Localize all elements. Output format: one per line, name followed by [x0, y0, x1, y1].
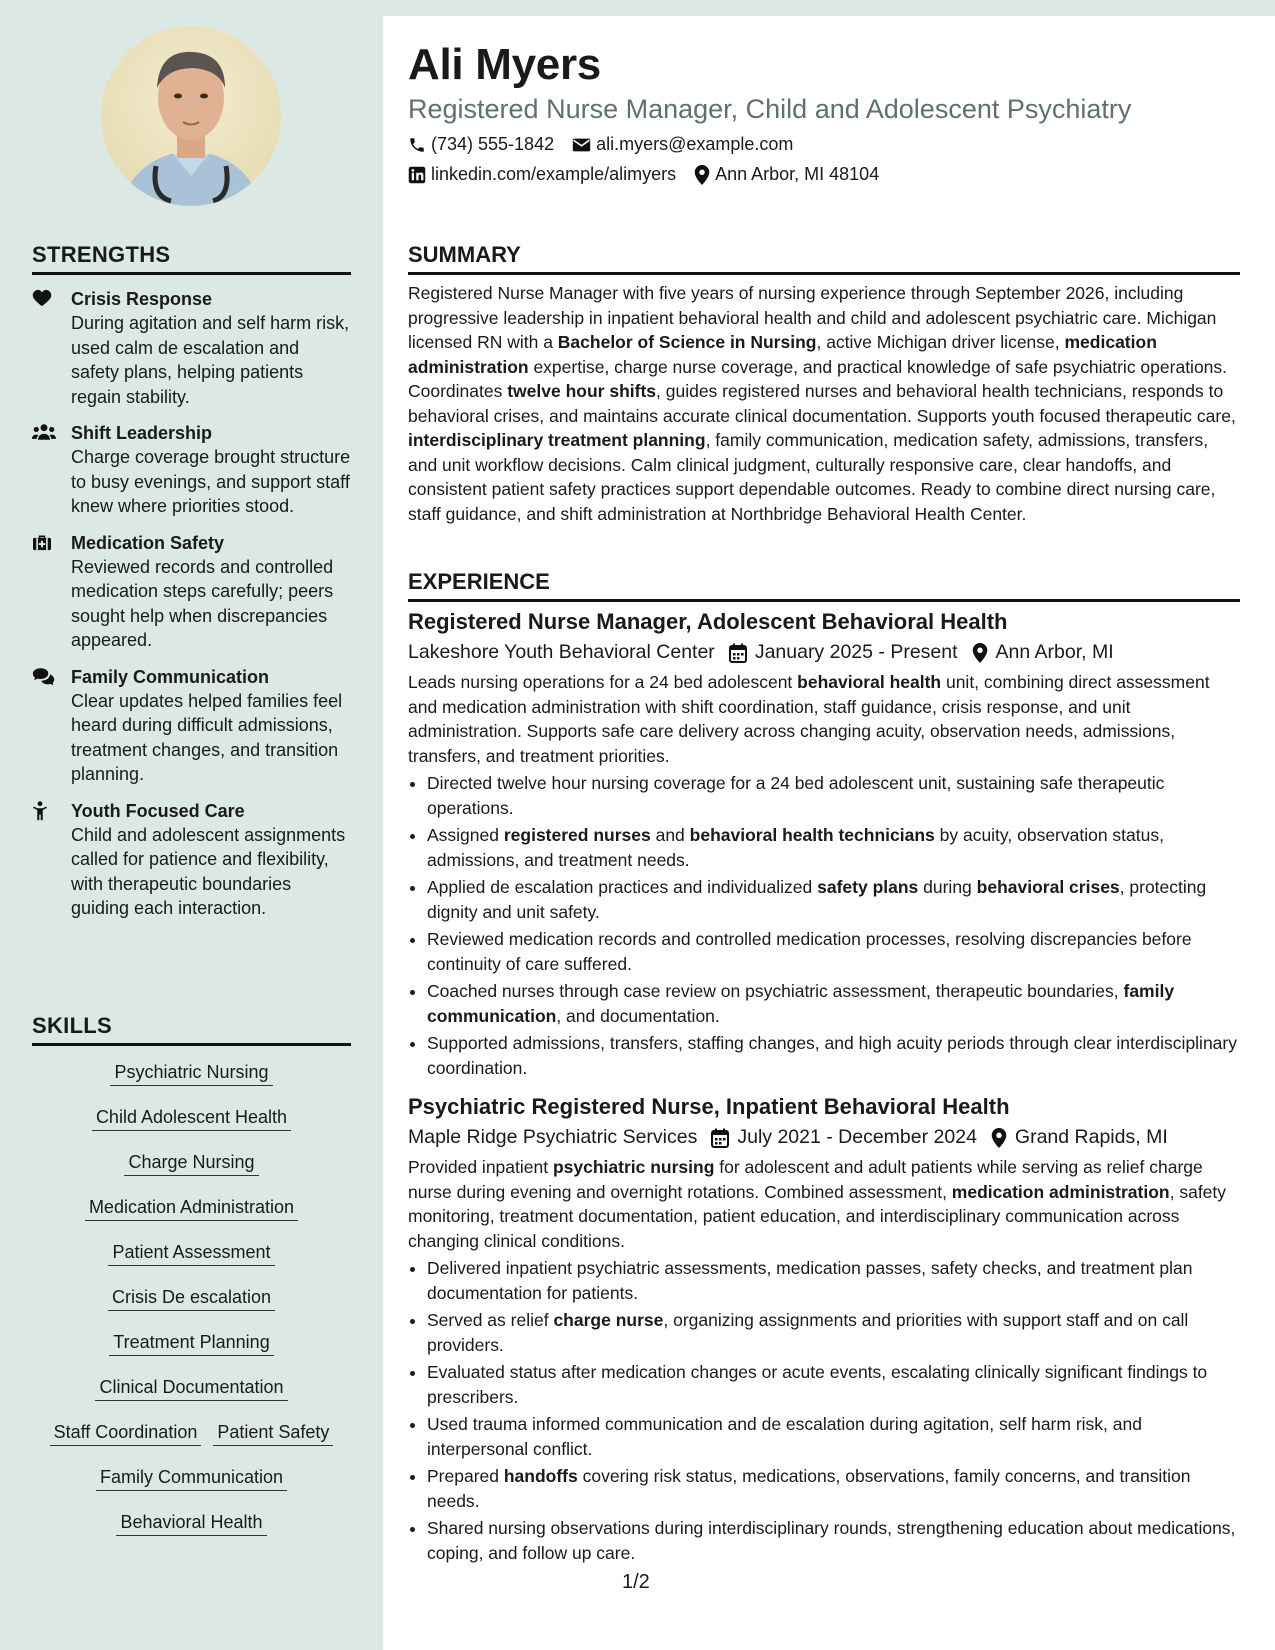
strength-title: Youth Focused Care — [71, 800, 245, 821]
linkedin-item[interactable] — [408, 164, 676, 185]
calendar-icon — [711, 1128, 729, 1148]
map-pin-icon — [991, 1128, 1007, 1148]
strength-desc: Clear updates helped families feel heard during difficult admissions, treatment changes, and transition planning. — [71, 690, 343, 784]
child-icon — [32, 801, 54, 821]
skill-row — [32, 1510, 351, 1536]
text-run: Shared nursing observations during interdisciplinary rounds, strengthening education about medications, coping, and follow up care. — [427, 1518, 1236, 1563]
summary-heading: SUMMARY — [408, 242, 1240, 275]
text-run: Coached nurses through case review on psychiatric assessment, therapeutic boundaries, — [427, 981, 1124, 1001]
strength-title: Medication Safety — [71, 532, 225, 553]
skill-tag: Treatment Planning — [109, 1330, 273, 1356]
strength-item — [32, 665, 351, 787]
text-run: Applied de escalation practices and individualized — [427, 877, 818, 897]
text-run: expertise, charge nurse coverage, and practical knowledge of safe psychiatric operations. Coordinates — [408, 356, 1228, 401]
skill-row — [32, 1285, 351, 1311]
location-text: Ann Arbor, MI — [995, 641, 1114, 663]
text-run: , guides registered nurses and behavioral health technicians, responds to behavioral crises, and maintains accurate clinical documentation. Supports youth focused therapeutic care, — [408, 381, 1236, 426]
candidate-name: Ali Myers — [408, 40, 601, 89]
bullet-item — [427, 1516, 1240, 1565]
text-run: Served as relief — [427, 1310, 554, 1330]
skill-row — [32, 1240, 351, 1266]
company-name: Maple Ridge Psychiatric Services — [408, 1126, 698, 1148]
skill-row — [32, 1105, 351, 1131]
strength-desc: Child and adolescent assignments called for patience and flexibility, with therapeutic boundaries guiding each interaction. — [71, 824, 346, 918]
text-run: during — [918, 877, 977, 897]
dates-text: January 2025 - Present — [754, 641, 958, 663]
bold-text: interdisciplinary treatment planning — [408, 430, 706, 450]
strength-title: Family Communication — [71, 666, 270, 687]
strength-item — [32, 421, 351, 519]
bullet-item — [427, 1360, 1240, 1409]
strengths-list — [32, 287, 351, 921]
text-run: for adolescent and adult patients while serving as relief charge nurse during evening and overnight rotations. Combined assessment, — [408, 1157, 1203, 1202]
phone-icon — [408, 136, 426, 154]
text-run: Registered Nurse Manager with five years of nursing experience through September 2026, including progressive leadership in inpatient behavioral health and child and adolescent psychiatric care. Michigan licensed RN with a — [408, 283, 1217, 352]
skill-row — [32, 1195, 351, 1221]
strength-item — [32, 799, 351, 921]
experience-section — [408, 569, 1240, 1568]
skill-tag: Crisis De escalation — [108, 1285, 275, 1311]
summary-text — [408, 281, 1240, 526]
company-name: Lakeshore Youth Behavioral Center — [408, 641, 715, 663]
phone-item — [408, 134, 554, 155]
strength-desc: Charge coverage brought structure to busy evenings, and support staff knew where priorities stood. — [71, 447, 351, 516]
bold-text: family communication — [427, 981, 1175, 1026]
bullet-item — [427, 1256, 1240, 1305]
bold-text: twelve hour shifts — [507, 381, 657, 401]
job-description — [408, 1155, 1240, 1253]
job-dates — [729, 641, 958, 664]
dates-text: July 2021 - December 2024 — [737, 1126, 977, 1148]
bullet-item — [427, 1464, 1240, 1513]
job-location — [972, 641, 1114, 664]
envelope-icon — [572, 137, 591, 153]
map-pin-icon — [694, 165, 710, 185]
bold-text: Bachelor of Science in Nursing — [557, 332, 817, 352]
skill-tag: Family Communication — [96, 1465, 287, 1491]
text-run: unit, combining direct assessment and medication administration with shift coordination, staff guidance, crisis response, and unit administration. Supports safe care delivery across changing acuity, observation needs, admissions, transfers, and treatment priorities. — [408, 672, 1210, 766]
bullet-item — [427, 823, 1240, 872]
text-run: and — [650, 825, 690, 845]
skill-tag: Psychiatric Nursing — [110, 1060, 272, 1086]
job-dates — [711, 1126, 977, 1149]
skill-row — [32, 1465, 351, 1491]
strengths-heading: STRENGTHS — [32, 242, 351, 275]
text-run: by acuity, observation status, admissions, and treatment needs. — [427, 825, 1164, 870]
text-run: Evaluated status after medication changes or acute events, escalating clinically significant findings to prescribers. — [427, 1362, 1208, 1407]
skill-row — [32, 1150, 351, 1176]
job-description — [408, 670, 1240, 768]
skills-section — [32, 1013, 351, 1555]
text-run: Prepared — [427, 1466, 504, 1486]
skill-tag: Staff Coordination — [50, 1420, 202, 1446]
experience-heading: EXPERIENCE — [408, 569, 1240, 602]
bullet-item — [427, 875, 1240, 924]
map-pin-icon — [972, 643, 988, 663]
bold-text: registered nurses — [503, 825, 651, 845]
bold-text: psychiatric nursing — [552, 1157, 715, 1177]
text-run: Delivered inpatient psychiatric assessments, medication passes, safety checks, and treatment plan documentation for patients. — [427, 1258, 1193, 1303]
skill-tag: Charge Nursing — [124, 1150, 258, 1176]
skill-tag: Behavioral Health — [116, 1510, 266, 1536]
text-run: Directed twelve hour nursing coverage for a 24 bed adolescent unit, sustaining safe therapeutic operations. — [427, 773, 1165, 818]
bullet-item — [427, 927, 1240, 976]
text-run: , protecting dignity and unit safety. — [427, 877, 1207, 922]
bullet-item — [427, 1308, 1240, 1357]
skill-tag: Child Adolescent Health — [92, 1105, 291, 1131]
skills-heading: SKILLS — [32, 1013, 351, 1046]
skill-tag: Patient Assessment — [108, 1240, 274, 1266]
text-run: Leads nursing operations for a 24 bed adolescent — [408, 672, 798, 692]
text-run: Provided inpatient — [408, 1157, 553, 1177]
contact-row-1 — [408, 134, 811, 155]
skill-row — [32, 1420, 351, 1446]
location-text: Ann Arbor, MI 48104 — [715, 164, 880, 184]
medkit-icon — [32, 533, 54, 553]
job-entry — [408, 1094, 1240, 1565]
bold-text: charge nurse — [553, 1310, 664, 1330]
contact-row-2 — [408, 164, 897, 185]
text-run: , safety monitoring, treatment documentation, patient education, and interdisciplinary communication across changing clinical conditions. — [408, 1181, 1227, 1251]
chat-bubbles-icon — [32, 667, 54, 687]
text-run: covering risk status, medications, observations, family concerns, and transition needs. — [427, 1466, 1191, 1511]
text-run: Assigned — [427, 825, 504, 845]
linkedin-icon — [408, 166, 426, 184]
text-run: , and documentation. — [556, 1005, 720, 1026]
bullet-item — [427, 1412, 1240, 1461]
bullet-item — [427, 1031, 1240, 1080]
bullet-item — [427, 771, 1240, 820]
text-run: , family communication, medication safety, admissions, transfers, and unit workflow decisions. Calm clinical judgment, culturally responsive care, clear handoffs, and consistent patient safety practices support dependable outcomes. Ready to combine direct nursing care, staff guidance, and shift administration at Northbridge Behavioral Health Center. — [408, 430, 1216, 524]
job-meta — [408, 641, 1240, 664]
skill-row — [32, 1375, 351, 1401]
skills-list — [32, 1060, 351, 1536]
strength-desc: During agitation and self harm risk, used calm de escalation and safety plans, helping patients regain stability. — [71, 313, 350, 407]
heart-icon — [32, 289, 54, 309]
bold-text: handoffs — [503, 1466, 578, 1486]
email-text[interactable]: ali.myers@example.com — [596, 134, 794, 154]
skill-tag: Medication Administration — [85, 1195, 298, 1221]
job-bullets — [408, 1256, 1240, 1565]
skill-tag: Patient Safety — [213, 1420, 333, 1446]
bold-text: behavioral crises — [976, 877, 1120, 897]
location-item — [694, 164, 879, 185]
text-run: Used trauma informed communication and de escalation during agitation, self harm risk, and interpersonal conflict. — [427, 1414, 1142, 1459]
job-title: Psychiatric Registered Nurse, Inpatient Behavioral Health — [408, 1094, 1010, 1119]
email-item[interactable] — [572, 134, 793, 155]
candidate-title: Registered Nurse Manager, Child and Adolescent Psychiatry — [408, 94, 1132, 124]
job-title: Registered Nurse Manager, Adolescent Behavioral Health — [408, 609, 1008, 634]
skill-row — [32, 1060, 351, 1086]
calendar-icon — [729, 643, 747, 663]
profile-photo — [101, 26, 281, 206]
strength-item — [32, 287, 351, 409]
users-icon — [32, 423, 54, 443]
bold-text: medication administration — [951, 1181, 1170, 1202]
job-meta — [408, 1126, 1240, 1149]
job-location — [991, 1126, 1168, 1149]
bold-text: behavioral health — [797, 672, 942, 692]
text-run: , organizing assignments and priorities with support staff and on call providers. — [427, 1310, 1189, 1355]
summary-section — [408, 242, 1240, 526]
bullet-item — [427, 979, 1240, 1028]
location-text: Grand Rapids, MI — [1014, 1126, 1168, 1148]
strength-desc: Reviewed records and controlled medication steps carefully; peers sought help when discrepancies appeared. — [71, 556, 334, 650]
phone-text: (734) 555-1842 — [431, 134, 555, 154]
text-run: , active Michigan driver license, — [816, 332, 1065, 352]
jobs-list — [408, 609, 1240, 1565]
job-bullets — [408, 771, 1240, 1080]
strength-title: Crisis Response — [71, 289, 213, 309]
skill-tag: Clinical Documentation — [95, 1375, 287, 1401]
text-run: Supported admissions, transfers, staffing changes, and high acuity periods through clear interdisciplinary coordination. — [427, 1033, 1237, 1078]
skill-row — [32, 1330, 351, 1356]
strength-item — [32, 531, 351, 653]
bold-text: behavioral health technicians — [689, 825, 935, 845]
top-band — [383, 0, 1275, 16]
linkedin-text[interactable]: linkedin.com/example/alimyers — [431, 164, 677, 184]
text-run: Reviewed medication records and controlled medication processes, resolving discrepancies before continuity of care suffered. — [427, 929, 1192, 974]
page-number: 1/2 — [622, 1571, 650, 1593]
bold-text: safety plans — [817, 877, 919, 897]
strength-title: Shift Leadership — [71, 423, 213, 443]
bold-text: medication administration — [408, 332, 1157, 377]
job-entry — [408, 609, 1240, 1080]
strengths-section — [32, 242, 351, 921]
